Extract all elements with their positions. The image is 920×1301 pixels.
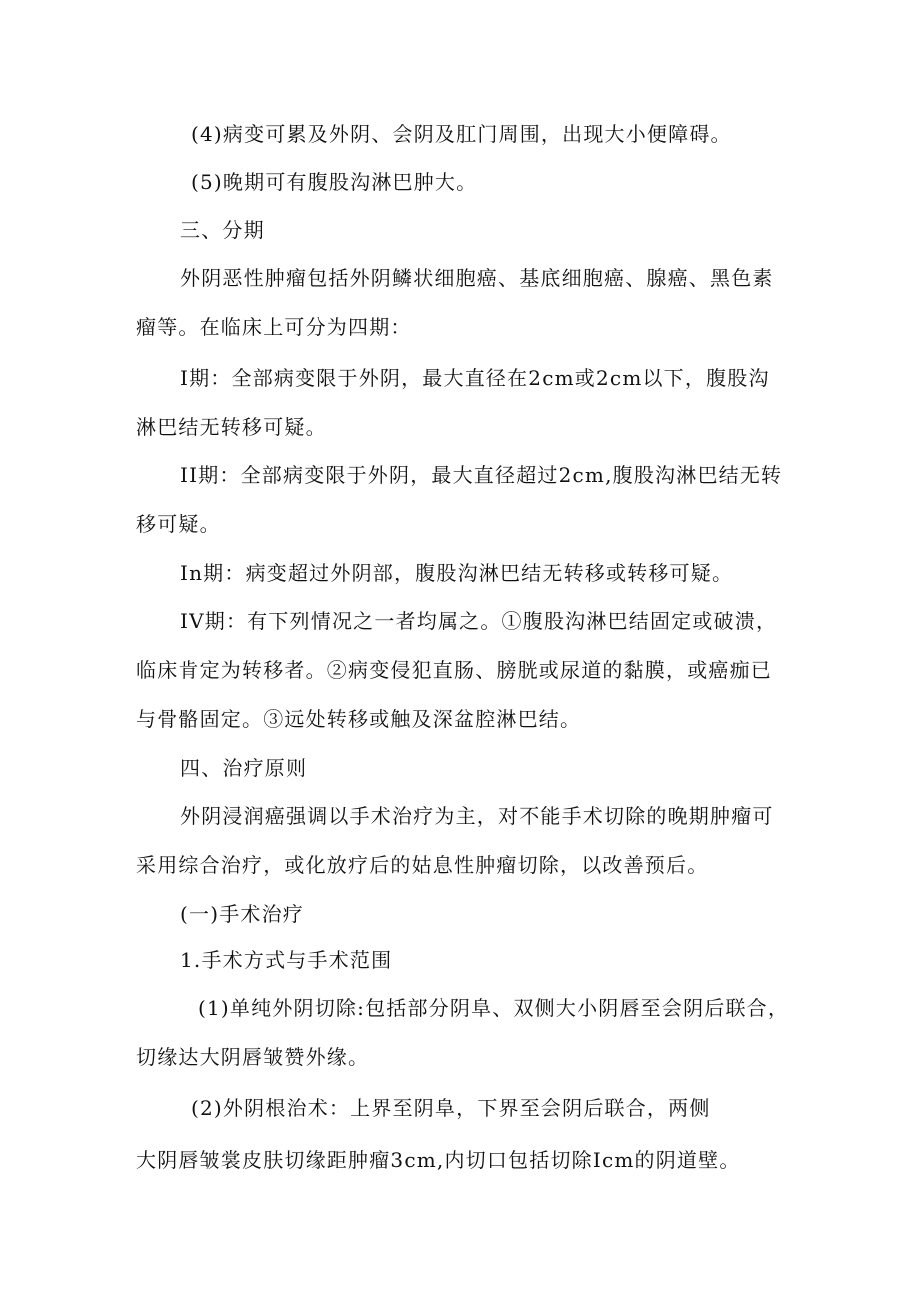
paragraph-line: 大阴唇皱裳皮肤切缘距肿瘤3cm,内切口包括切除Icm的阴道壁。 xyxy=(136,1148,741,1172)
paragraph-line: IV期：有下列情况之一者均属之。①腹股沟淋巴结固定或破溃， xyxy=(180,609,778,633)
section-heading: 三、分期 xyxy=(180,218,265,242)
paragraph-line: 外阴恶性肿瘤包括外阴鳞状细胞癌、基底细胞癌、腺癌、黑色素 xyxy=(180,266,774,290)
paragraph-line: II期：全部病变限于外阴，最大直径超过2cm,腹股沟淋巴结无转 xyxy=(180,463,783,487)
paragraph-line: 瘤等。在临床上可分为四期： xyxy=(136,315,412,339)
subsection-heading: 1.手术方式与手术范围 xyxy=(180,948,393,972)
paragraph-line: 淋巴结无转移可疑。 xyxy=(136,415,327,439)
paragraph-line: I期：全部病变限于外阴，最大直径在2cm或2cm以下，腹股沟 xyxy=(180,366,770,390)
paragraph-line: 外阴浸润癌强调以手术治疗为主，对不能手术切除的晚期肿瘤可 xyxy=(180,804,774,828)
paragraph-line: (1)单纯外阴切除:包括部分阴阜、双侧大小阴唇至会阴后联合， xyxy=(198,996,790,1020)
paragraph-line: 切缘达大阴唇皱赞外缘。 xyxy=(136,1045,370,1069)
paragraph-line: (2)外阴根治术：上界至阴阜，下界至会阴后联合，两侧 xyxy=(191,1096,711,1120)
paragraph-line: (4)病变可累及外阴、会阴及肛门周围，出现大小便障碍。 xyxy=(191,122,732,146)
subsection-heading: (一)手术治疗 xyxy=(180,902,305,926)
section-heading: 四、治疗原则 xyxy=(180,756,308,780)
paragraph-line: (5)晚期可有腹股沟淋巴肿大。 xyxy=(191,170,478,194)
paragraph-line: 移可疑。 xyxy=(136,512,221,536)
paragraph-line: 采用综合治疗，或化放疗后的姑息性肿瘤切除，以改善预后。 xyxy=(136,853,709,877)
paragraph-line: 临床肯定为转移者。②病变侵犯直肠、膀胱或尿道的黏膜，或癌痂已 xyxy=(136,658,772,682)
paragraph-line: 与骨骼固定。③远处转移或触及深盆腔淋巴结。 xyxy=(136,707,582,731)
paragraph-line: In期：病变超过外阴部，腹股沟淋巴结无转移或转移可疑。 xyxy=(180,561,734,585)
